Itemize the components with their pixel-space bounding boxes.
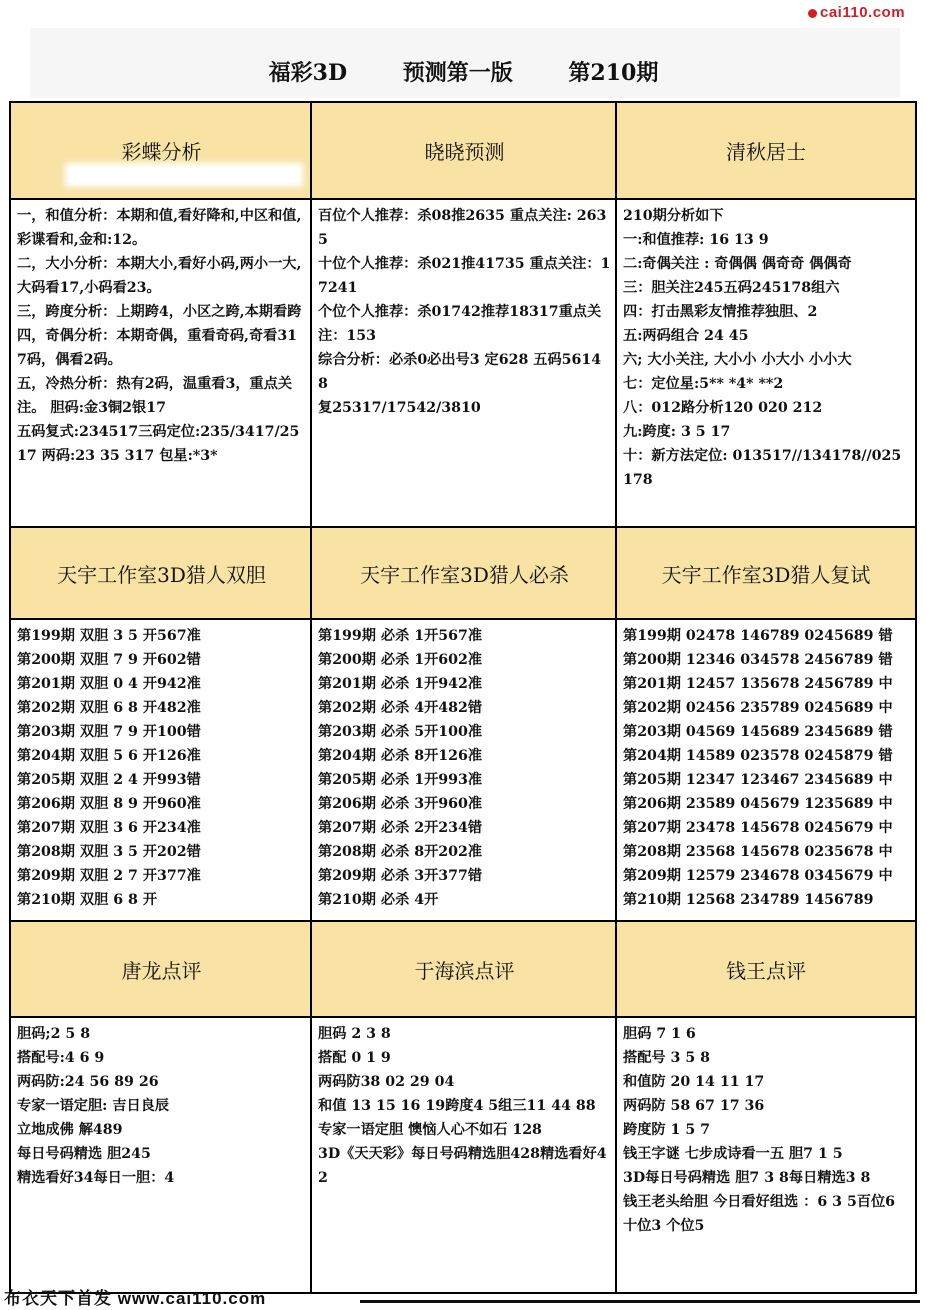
page-title — [0, 56, 927, 87]
tanglong-review: 胆码;2 5 8 搭配号:4 6 9 两码防:24 56 89 26 专家一语定胆: 吉日良辰 立地成佛 解489 每日号码精选 胆245 精选看好34每日一胆：4 — [17, 1026, 175, 1186]
caidie-analysis: 一，和值分析：本期和值,看好降和,中区和值,彩谍看和,金和:12。 二，大小分析：本期大小,看好小码,两小一大,大码看17,小码看23。 三，跨度分析：上期跨4，小区之跨,本期看跨 四，奇偶分析：本期奇偶，重看奇码,奇看317码，偶看2码。 五，冷热分析：热有2码，温重看3，重点关注。 胆码:金3铜2银17 五码复式:234517三码定位:235/3417/2517 两码:23 35 317 包星:*3* — [17, 208, 302, 464]
title-lottery: 福彩3D — [268, 60, 348, 86]
section3-head-3: 钱王点评 — [617, 920, 915, 1018]
section2-head-1: 天宇工作室3D猎人双胆 — [11, 526, 312, 620]
qingqiu-analysis: 210期分析如下 一:和值推荐: 16 13 9 二:奇偶关注 : 奇偶偶 偶奇奇 偶偶奇 三：胆关注245五码245178组六 四：打击黑彩友情推荐独胆、2 五:两码组合 24 45 六; 大小关注, 大小小 小大小 小小大 七：定位星:5** *4* **2 八：012路分析120 020 212 九:跨度: 3 5 17 十：新方法定位: 013517//134178//025178 — [623, 208, 902, 488]
section2-head-3: 天宇工作室3D猎人复试 — [617, 526, 915, 620]
prediction-grid — [9, 101, 917, 1294]
retry-record: 第199期 02478 146789 0245689 错 第200期 12346 034578 2456789 错 第201期 12457 135678 2456789 中 第202期 02456 235789 0245689 中 第203期 04569 145689 2345689 错 第204期 14589 023578 0245879 错 第205期 12347 123467 2345689 中 第206期 23589 045679 1235689 中 第207期 23478 145678 0245679 中 第208期 23568 145678 0235678 中 第209期 12579 234678 0345679 中 第210期 12568 234789 1456789 — [623, 628, 893, 908]
section2-head-2: 天宇工作室3D猎人必杀 — [312, 526, 617, 620]
redaction-mark — [69, 167, 299, 183]
brand-icon — [808, 9, 817, 18]
qianwang-review: 胆码 7 1 6 搭配号 3 5 8 和值防 20 14 11 17 两码防 58 67 17 36 跨度防 1 5 7 钱王字谜 七步成诗看一五 胆7 1 5 3D每日号码精选 胆7 3 8每日精选3 8 钱王老头给胆 今日看好组选 ：6 3 5百位6 十位3 个位5 — [623, 1026, 901, 1234]
column-divider-2 — [615, 103, 617, 1292]
must-kill-record: 第199期 必杀 1开567准 第200期 必杀 1开602准 第201期 必杀 1开942准 第202期 必杀 4开482错 第203期 必杀 5开100准 第204期 必杀 8开126准 第205期 必杀 1开993准 第206期 必杀 3开960准 第207期 必杀 2开234错 第208期 必杀 8开202准 第209期 必杀 3开377错 第210期 必杀 4开 — [318, 628, 483, 908]
footer-rule — [360, 1300, 920, 1303]
xiaoxiao-forecast: 百位个人推荐：杀08推2635 重点关注: 2635 十位个人推荐：杀021推41735 重点关注：17241 个位个人推荐：杀01742推荐18317重点关注：153 综合分析：必杀0必出号3 定628 五码56148 复25317/17542/3810 — [318, 208, 611, 416]
brand-text: cai110.com — [820, 4, 906, 21]
title-edition: 预测第一版 — [402, 60, 513, 86]
section1-head-3: 清秋居士 — [617, 103, 915, 200]
footer-credit: 布衣天下首发 www.cai110.com — [4, 1289, 267, 1308]
yuhaibin-review: 胆码 2 3 8 搭配 0 1 9 两码防38 02 29 04 和值 13 15 16 19跨度4 5组三11 44 88 专家一语定胆 懊恼人心不如石 128 3D《天天彩》每日号码精选胆428精选看好42 — [318, 1026, 607, 1186]
section1-head-1: 彩蝶分析 — [11, 103, 312, 200]
double-dan-record: 第199期 双胆 3 5 开567准 第200期 双胆 7 9 开602错 第201期 双胆 0 4 开942准 第202期 双胆 6 8 开482准 第203期 双胆 7 9 开100错 第204期 双胆 5 6 开126准 第205期 双胆 2 4 开993错 第206期 双胆 8 9 开960准 第207期 双胆 3 6 开234准 第208期 双胆 3 5 开202错 第209期 双胆 2 7 开377准 第210期 双胆 6 8 开 — [17, 628, 201, 908]
brand-logo[interactable] — [808, 4, 905, 21]
title-issue: 第210期 — [568, 60, 659, 86]
section3-head-1: 唐龙点评 — [11, 920, 312, 1018]
section1-head-2: 晓晓预测 — [312, 103, 617, 200]
column-divider-1 — [310, 103, 312, 1292]
header-area — [0, 0, 927, 100]
section3-head-2: 于海滨点评 — [312, 920, 617, 1018]
